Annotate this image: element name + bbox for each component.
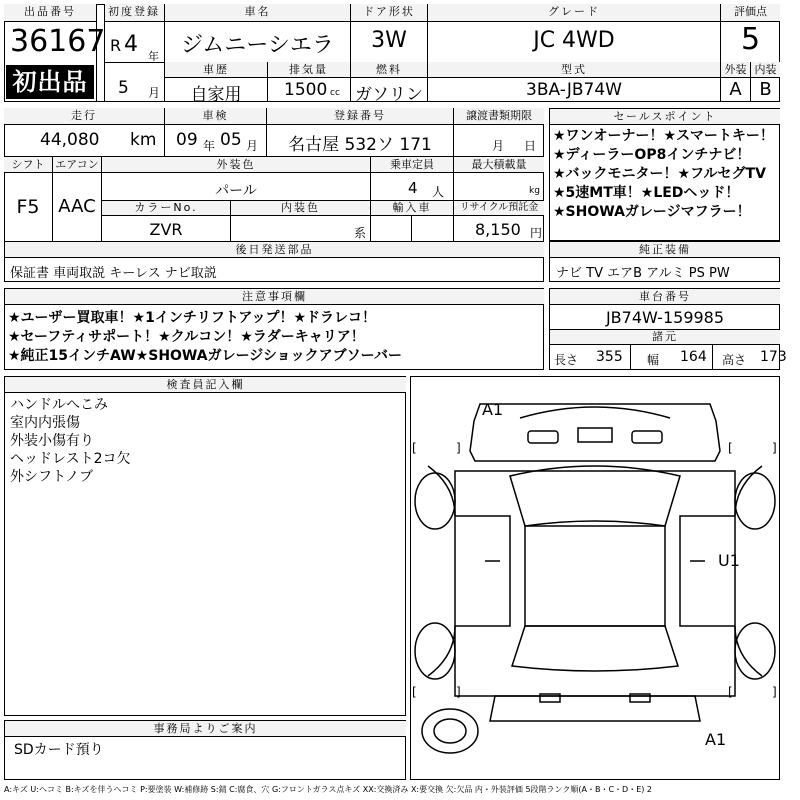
inspection-year: 09 bbox=[176, 130, 198, 150]
capacity-label: 乗車定員 bbox=[371, 157, 453, 173]
interior-grade: B bbox=[759, 79, 772, 100]
transfer-month-unit: 月 bbox=[492, 139, 505, 153]
damage-mark-front: A1 bbox=[482, 400, 504, 419]
chassis-number: JB74W-159985 bbox=[605, 308, 725, 327]
transfer-label: 譲渡書類期限 bbox=[454, 108, 544, 125]
office-label: 事務局よりご案内 bbox=[5, 721, 406, 737]
width-label: 幅 bbox=[647, 353, 660, 367]
ext-color: パール bbox=[215, 183, 257, 199]
inspector-line: 外装小傷有り bbox=[10, 433, 94, 449]
length-label: 長さ bbox=[554, 353, 579, 367]
wheel-front-right bbox=[735, 473, 775, 529]
bracket-left-bottom: [ bbox=[412, 685, 417, 699]
fuel-label: 燃料 bbox=[351, 62, 427, 78]
car-name: ジムニーシエラ bbox=[181, 33, 334, 58]
equipment-label: 純正装備 bbox=[550, 242, 780, 258]
capacity: 4 bbox=[408, 179, 418, 197]
displacement: 1500 bbox=[284, 80, 328, 100]
lot-number-label: 出品番号 bbox=[4, 4, 96, 22]
exterior-label: 外装 bbox=[721, 62, 750, 78]
interior-label: 内装 bbox=[751, 62, 780, 78]
sales-point-line: ★ワンオーナー！★スマートキー！ bbox=[553, 128, 774, 144]
sales-point-line: ★バックモニター！★フルセグTV bbox=[553, 166, 766, 182]
note-line: ★純正15インチAW★SHOWAガレージショックアブソーバー bbox=[8, 348, 402, 364]
max-load-unit: kg bbox=[529, 186, 540, 196]
mileage-label: 走行 bbox=[4, 108, 164, 125]
exterior-grade: A bbox=[729, 79, 742, 100]
spare-tire bbox=[422, 709, 478, 753]
inspection-month-unit: 月 bbox=[246, 139, 259, 153]
recycle-label: リサイクル預託金 bbox=[454, 201, 544, 216]
plate-number: 名古屋 532ソ 171 bbox=[288, 135, 432, 155]
reg-year-unit: 年 bbox=[148, 50, 159, 63]
bracket-right-top-close: ] bbox=[772, 441, 777, 455]
sales-point-line: ★SHOWAガレージマフラー！ bbox=[553, 204, 751, 220]
color-no-label: カラーNo. bbox=[102, 201, 230, 216]
recycle-unit: 円 bbox=[530, 226, 543, 240]
legend: A:キズ U:ヘコミ B:キズを伴うヘコミ P:要塗装 W:補修跡 S:錆 C:腐食、穴 G:フロントガラス点キズ XX:交換済み X:要交換 欠:欠品 内・外装評価 5段階ランク順(A・B・C・D・E) 2 bbox=[4, 785, 653, 794]
note-line: ★セーフティサポート！★クルコン！★ラダーキャリア！ bbox=[8, 329, 365, 345]
int-color-label: 内装色 bbox=[231, 201, 370, 216]
score-label: 評価点 bbox=[721, 4, 780, 22]
first-reg-label: 初度登録 bbox=[104, 4, 164, 22]
lot-number: 36167 bbox=[10, 24, 106, 59]
grade: JC 4WD bbox=[533, 28, 615, 53]
score: 5 bbox=[740, 22, 761, 57]
dims-label: 諸元 bbox=[550, 330, 780, 345]
transfer-day-unit: 日 bbox=[524, 139, 537, 153]
hood-line bbox=[520, 407, 670, 418]
sales-points-label: セールスポイント bbox=[550, 109, 780, 125]
fuel: ガソリン bbox=[355, 85, 423, 105]
length: 355 bbox=[596, 349, 623, 365]
bracket-left-top: [ bbox=[412, 441, 417, 455]
sales-point-line: ★ディーラーOP8インチナビ！ bbox=[553, 147, 751, 163]
import-label: 輸入車 bbox=[371, 201, 453, 216]
air-conditioner: AAC bbox=[58, 196, 96, 217]
equipment-value: ナビ TV エアB アルミ PS PW bbox=[556, 266, 730, 281]
history-label: 車歴 bbox=[165, 62, 267, 78]
car-diagram bbox=[410, 376, 780, 780]
body-outline bbox=[455, 471, 735, 696]
shift-label: シフト bbox=[4, 157, 52, 173]
plate-label: 登録番号 bbox=[267, 108, 453, 125]
hood-outline bbox=[470, 404, 720, 461]
headlight-left bbox=[528, 431, 558, 443]
headlight-right bbox=[632, 431, 662, 443]
rear-window bbox=[512, 626, 678, 671]
right-door bbox=[680, 516, 735, 626]
door-label: ドア形状 bbox=[351, 4, 427, 22]
inspection-label: 車検 bbox=[165, 108, 266, 125]
model-label: 型式 bbox=[428, 62, 720, 78]
first-listing-badge bbox=[6, 65, 94, 99]
spare-tire-hub bbox=[434, 719, 466, 743]
tail-light-left bbox=[540, 694, 560, 702]
sales-points-list bbox=[553, 127, 774, 222]
mileage: 44,080 bbox=[40, 130, 100, 150]
bracket-left-bottom-close: ] bbox=[456, 685, 461, 699]
bracket-right-top: [ bbox=[728, 441, 733, 455]
ext-color-label: 外装色 bbox=[102, 157, 370, 173]
car-name-label: 車名 bbox=[165, 4, 350, 22]
ac-label: エアコン bbox=[53, 157, 101, 173]
chassis-label: 車台番号 bbox=[550, 289, 780, 305]
reg-year: 4 bbox=[124, 32, 138, 57]
inspection-month: 05 bbox=[220, 130, 242, 150]
color-number: ZVR bbox=[149, 220, 183, 239]
car-history: 自家用 bbox=[190, 85, 242, 105]
rear-bumper bbox=[490, 696, 700, 721]
inspector-line: 室内内張傷 bbox=[10, 415, 80, 431]
windshield bbox=[510, 466, 680, 526]
reg-month-unit: 月 bbox=[148, 86, 161, 100]
int-color-unit: 系 bbox=[354, 226, 367, 240]
office-note: SDカード預り bbox=[14, 742, 104, 758]
reg-month: 5 bbox=[118, 78, 129, 98]
inspection-year-unit: 年 bbox=[203, 139, 216, 153]
displacement-label: 排気量 bbox=[267, 62, 350, 78]
inspector-line: ヘッドレスト2コ欠 bbox=[10, 451, 131, 467]
recycle-fee: 8,150 bbox=[475, 220, 521, 239]
inspector-label: 検査員記入欄 bbox=[5, 377, 406, 393]
roof bbox=[525, 526, 665, 626]
bracket-right-bottom-close: ] bbox=[772, 685, 777, 699]
max-load-label: 最大積載量 bbox=[454, 157, 544, 173]
left-door bbox=[455, 516, 510, 626]
inspector-list bbox=[10, 396, 131, 486]
door-type: 3W bbox=[371, 28, 407, 53]
mileage-unit: km bbox=[130, 130, 157, 150]
shift: F5 bbox=[16, 196, 40, 218]
width: 164 bbox=[680, 349, 707, 365]
first-listing-text: 初出品 bbox=[12, 68, 88, 96]
bracket-right-bottom: [ bbox=[728, 685, 733, 699]
inspector-line: ハンドルへこみ bbox=[10, 397, 108, 413]
grade-label: グレード bbox=[428, 4, 720, 22]
damage-mark-rear: A1 bbox=[705, 730, 727, 749]
notes-label: 注意事項欄 bbox=[5, 289, 544, 305]
sales-point-line: ★5速MT車！★LEDヘッド！ bbox=[553, 185, 740, 201]
bracket-left-top-close: ] bbox=[456, 441, 461, 455]
grille bbox=[578, 428, 612, 442]
height-label: 高さ bbox=[722, 353, 747, 367]
damage-mark-right: U1 bbox=[718, 551, 740, 570]
capacity-unit: 人 bbox=[432, 185, 445, 199]
era: R bbox=[110, 36, 122, 55]
notes-list bbox=[8, 309, 402, 366]
wheel-front-left bbox=[415, 473, 455, 529]
displacement-unit: cc bbox=[330, 88, 340, 98]
model-code: 3BA-JB74W bbox=[526, 80, 622, 100]
tail-light-right bbox=[630, 694, 650, 702]
inspector-line: 外シフトノブ bbox=[10, 469, 94, 485]
later-parts: 保証書 車両取説 キーレス ナビ取説 bbox=[10, 266, 217, 281]
height: 173 bbox=[760, 349, 787, 365]
later-parts-label: 後日発送部品 bbox=[5, 242, 544, 258]
note-line: ★ユーザー買取車！★1インチリフトアップ！★ドラレコ！ bbox=[8, 310, 376, 326]
